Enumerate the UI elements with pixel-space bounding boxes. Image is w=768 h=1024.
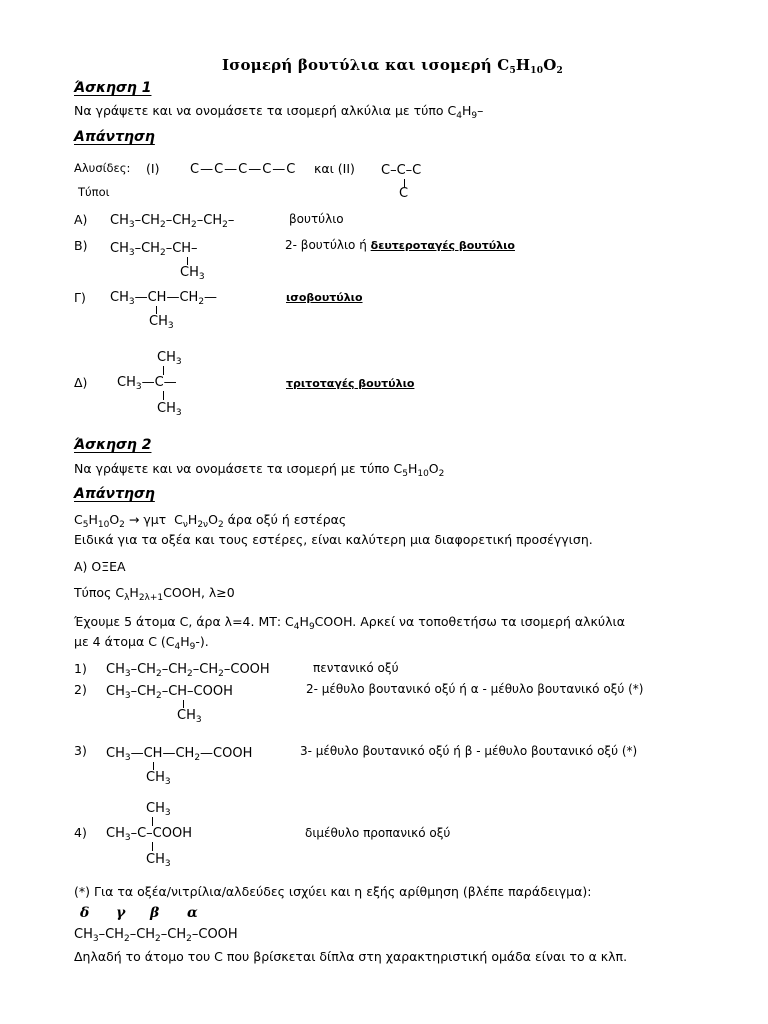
isomer-b-name: 2- βουτύλιο ή δευτεροταγές βουτύλιο — [285, 238, 515, 252]
isomer-c-label: Γ) — [74, 290, 86, 305]
isomer-d-top-bond — [163, 366, 164, 375]
acid-3-label: 3) — [74, 743, 87, 758]
greek-beta: β — [150, 905, 160, 921]
acid-1-label: 1) — [74, 661, 87, 676]
acids-heading: Α) ΟΞΕΑ — [74, 559, 126, 574]
greek-delta: δ — [80, 905, 90, 921]
types-label: Τύποι — [78, 185, 110, 199]
isomer-b-branch: $CH_3$ — [180, 265, 205, 282]
acid-3-formula: $CH_3—CH—CH_2—COOH$ — [106, 746, 253, 763]
greek-gamma: γ — [116, 905, 126, 921]
acid-1-name: πεντανικό οξύ — [313, 661, 399, 675]
isomer-c-name: ισοβουτύλιο — [286, 291, 363, 304]
isomer-d-bottom-bond — [163, 391, 164, 400]
chain-1: C—C—C—C—C — [190, 162, 297, 177]
greek-alpha: α — [187, 905, 198, 921]
acid-3-branch: $CH_3$ — [146, 770, 171, 787]
chains-label: Αλυσίδες: — [74, 161, 131, 175]
isomer-d-branch: $CH_3$ — [157, 401, 182, 418]
exercise-1-heading: Άσκηση 1 — [74, 80, 152, 96]
isomer-a-label: Α) — [74, 212, 88, 227]
exercise-2-heading: Άσκηση 2 — [74, 437, 152, 453]
acid-general-formula: Τύπος $C_\lambda H_{2\lambda+1}COOH$, λ≥0 — [74, 585, 235, 603]
chain-2-branch: C — [399, 186, 409, 201]
numbering-note: (*) Για τα οξέα/νιτρίλια/αλδεύδες ισχύει και η εξής αρίθμηση (βλέπε παράδειγμα): — [74, 884, 592, 899]
chain-1-label: (I) — [146, 161, 160, 176]
isomer-c-branch: $CH_3$ — [149, 314, 174, 331]
isomer-d-name: τριτοταγές βουτύλιο — [286, 377, 415, 390]
acid-2-branch: $CH_3$ — [177, 708, 202, 725]
acid-4-name: διμέθυλο προπανικό οξύ — [305, 826, 451, 840]
isomer-d-top: $CH_3$ — [157, 350, 182, 367]
acid-4-label: 4) — [74, 825, 87, 840]
conclusion-line: Δηλαδή το άτομο του C που βρίσκεται δίπλα στη χαρακτηριστική ομάδα είναι το α κλπ. — [74, 949, 628, 964]
isomer-c-formula: $CH_3—CH—CH_2—$ — [110, 290, 218, 307]
acid-3-bond — [153, 762, 154, 770]
acid-2-formula: $CH_3-CH_2-CH$–COOH — [106, 684, 233, 701]
exercise-1-answer-heading: Απάντηση — [74, 129, 155, 145]
isomer-d-formula: $CH_3—C—$ — [117, 375, 177, 392]
acid-4-top: $CH_3$ — [146, 801, 171, 818]
isomer-a-formula: $CH_3-CH_2-CH_2-CH_2-$ — [110, 213, 235, 230]
isomer-b-label: Β) — [74, 238, 88, 253]
isomer-b-formula: $CH_3-CH_2-CH-$ — [110, 241, 198, 258]
isomer-a-name: βουτύλιο — [289, 212, 344, 226]
isomer-d-label: Δ) — [74, 375, 88, 390]
explanation-line-2: με 4 άτομα C $(C_4H_9-)$. — [74, 634, 209, 652]
acid-2-label: 2) — [74, 682, 87, 697]
exercise-1-prompt: Να γράψετε και να ονομάσετε τα ισομερή αλκύλια με τύπο $C_4H_9-$ — [74, 103, 484, 121]
general-formula-line: $C_5H_{10}O_2 \to \gamma\mu\tau$ $C_\nu H_{2\nu}O_2$ άρα οξύ ή εστέρας — [74, 512, 347, 530]
page-title: Ισομερή βουτύλια και ισομερή $C_5H_{10}O_2$ — [222, 56, 563, 76]
acid-2-bond — [183, 700, 184, 708]
acid-4-formula: $CH_3-C$–COOH — [106, 826, 192, 843]
isomer-c-bond — [156, 306, 157, 314]
acid-4-top-bond — [152, 817, 153, 826]
exercise-2-prompt: Να γράψετε και να ονομάσετε τα ισομερή με τύπο $C_5H_{10}O_2$ — [74, 461, 445, 479]
acid-4-bottom-bond — [152, 842, 153, 851]
acid-1-formula: $CH_3-CH_2-CH_2-CH_2$–COOH — [106, 662, 270, 679]
chain-2-label: και (II) — [314, 161, 355, 176]
chain-2-main: C–C–C — [381, 163, 422, 178]
exercise-2-answer-heading: Απάντηση — [74, 486, 155, 502]
acid-2-name: 2- μέθυλο βουτανικό οξύ ή α - μέθυλο βουτανικό οξύ (*) — [306, 682, 644, 696]
isomer-b-bond — [187, 257, 188, 265]
explanation-line-1: Έχουμε 5 άτομα C, άρα λ=4. ΜΤ: $C_4H_9COOH$. Αρκεί να τοποθετήσω τα ισομερή αλκύλια — [74, 614, 625, 632]
acid-4-branch: $CH_3$ — [146, 852, 171, 869]
acid-3-name: 3- μέθυλο βουτανικό οξύ ή β - μέθυλο βουτανικό οξύ (*) — [300, 744, 638, 758]
example-formula: $CH_3-CH_2-CH_2-CH_2$–COOH — [74, 927, 238, 944]
approach-line: Ειδικά για τα οξέα και τους εστέρες, είναι καλύτερη μια διαφορετική προσέγγιση. — [74, 532, 593, 547]
